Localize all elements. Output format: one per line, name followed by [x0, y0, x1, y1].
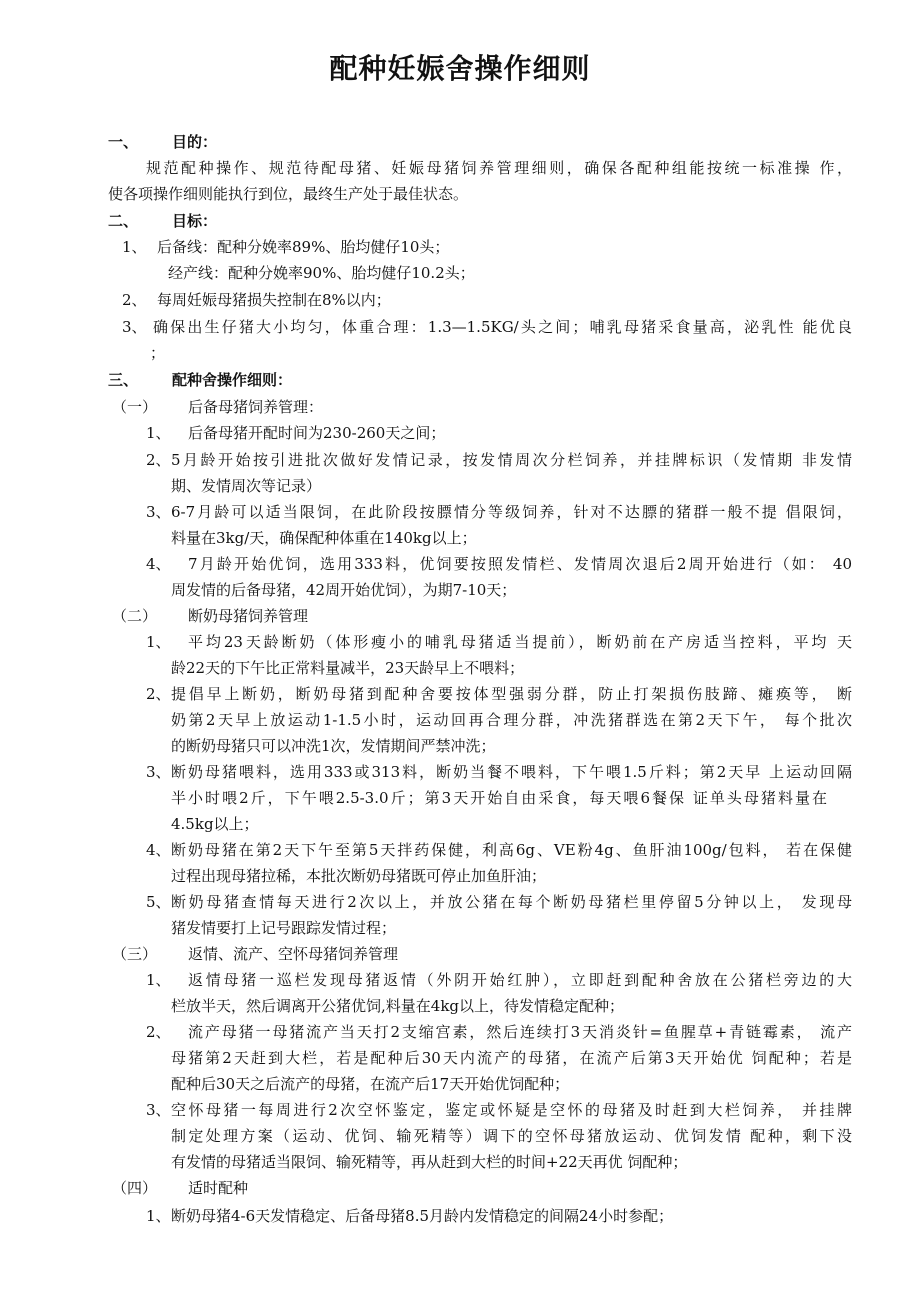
- list-item-text: 期、发情周次等记录）: [171, 477, 322, 495]
- list-item-text: 断奶母猪4-6天发情稳定、后备母猪8.5月龄内发情稳定的间隔24小时参配；: [171, 1207, 674, 1225]
- list-item-number: 2、: [146, 685, 171, 703]
- page-title: 配种妊娠舍操作细则: [329, 52, 591, 85]
- section-2-number: 二、: [108, 212, 139, 230]
- list-item-number: 1、: [146, 633, 171, 651]
- list-item-text: 后备母猪开配时间为230-260天之间；: [188, 424, 446, 442]
- list-item-text: 栏放半天，然后调离开公猪优饲,料量在4kg以上，待发情稳定配种；: [171, 997, 625, 1015]
- list-item-text: 龄22天的下午比正常料量减半，23天龄早上不喂料；: [171, 659, 525, 677]
- list-item-text: 母猪第2天赶到大栏，若是配种后30天内流产的母猪，在流产后第3天开始优 饲配种；若是: [171, 1049, 852, 1067]
- list-item-text: 断奶母猪在第2天下午至第5天拌药保健，利高6g、VE粉4g、鱼肝油100g/包料， 若在保健: [171, 841, 852, 859]
- subsection-heading: 后备母猪饲养管理：: [188, 398, 324, 416]
- goal-item-number: 1、: [122, 238, 147, 256]
- list-item-text: 空怀母猪一每周进行2次空怀鉴定，鉴定或怀疑是空怀的母猪及时赶到大栏饲养， 并挂牌: [171, 1101, 852, 1119]
- list-item-text: 平均23天龄断奶（体形瘦小的哺乳母猪适当提前），断奶前在产房适当控料，平均 天: [188, 633, 852, 651]
- list-item-number: 3、: [146, 1101, 171, 1119]
- goal-item-text: 每周妊娠母猪损失控制在8%以内；: [157, 291, 391, 309]
- section-1-heading: 目的：: [172, 133, 218, 151]
- list-item-text: 有发情的母猪适当限饲、输死精等，再从赶到大栏的时间+22天再优 饲配种；: [171, 1153, 688, 1171]
- goal-item-number: 3、: [122, 318, 147, 336]
- goal-item-text: 确保出生仔猪大小均匀，体重合理：1.3—1.5KG/头之间；哺乳母猪采食量高，泌乳性 能优良: [153, 318, 852, 336]
- list-item-text: 周发情的后备母猪，42周开始优饲），为期7-10天；: [171, 581, 517, 599]
- list-item-text: 6-7月龄可以适当限饲，在此阶段按膘情分等级饲养，针对不达膘的猪群一般不提 倡限饲，: [171, 503, 852, 521]
- goal-item-text: ；: [150, 344, 166, 362]
- list-item-text: 断奶母猪查情每天进行2次以上，并放公猪在每个断奶母猪栏里停留5分钟以上， 发现母: [171, 893, 852, 911]
- list-item-text: 5月龄开始按引进批次做好发情记录，按发情周次分栏饲养，并挂牌标识（发情期 非发情: [171, 451, 852, 469]
- list-item-number: 4、: [146, 555, 171, 573]
- subsection-heading: 断奶母猪饲养管理: [188, 607, 309, 625]
- list-item-number: 2、: [146, 1023, 171, 1041]
- section-1-line: 规范配种操作、规范待配母猪、妊娠母猪饲养管理细则，确保各配种组能按统一标准操 作，: [146, 159, 852, 177]
- list-item-text: 料量在3kg/天，确保配种体重在140kg以上；: [171, 529, 477, 547]
- list-item-number: 1、: [146, 1207, 171, 1225]
- list-item-text: 配种后30天之后流产的母猪，在流产后17天开始优饲配种；: [171, 1075, 570, 1093]
- subsection-number: （三）: [112, 945, 158, 963]
- subsection-heading: 返情、流产、空怀母猪饲养管理: [188, 945, 399, 963]
- section-1-number: 一、: [108, 133, 139, 151]
- goal-item-text: 后备线：配种分娩率89%、胎均健仔10头；: [157, 238, 450, 256]
- list-item-number: 3、: [146, 503, 171, 521]
- section-3-heading: 配种舍操作细则：: [172, 371, 293, 389]
- subsection-heading: 适时配种: [188, 1179, 249, 1197]
- goal-item-text: 经产线：配种分娩率90%、胎均健仔10.2头；: [168, 264, 475, 282]
- list-item-number: 3、: [146, 763, 171, 781]
- subsection-number: （一）: [112, 398, 158, 416]
- list-item-text: 断奶母猪喂料，选用333或313料，断奶当餐不喂料，下午喂1.5斤料；第2天早 上运动回隔: [171, 763, 852, 781]
- list-item-text: 7月龄开始优饲，选用333料，优饲要按照发情栏、发情周次退后2周开始进行（如： 40: [188, 555, 852, 573]
- list-item-number: 4、: [146, 841, 171, 859]
- list-item-text: 半小时喂2斤，下午喂2.5-3.0斤；第3天开始自由采食，每天喂6餐保 证单头母猪料量在: [171, 789, 827, 807]
- section-3-number: 三、: [108, 371, 139, 389]
- subsection-number: （二）: [112, 607, 158, 625]
- list-item-number: 2、: [146, 451, 171, 469]
- list-item-text: 奶第2天早上放运动1-1.5小时，运动回再合理分群，冲洗猪群选在第2天下午， 每个批次: [171, 711, 852, 729]
- goal-item-number: 2、: [122, 291, 147, 309]
- list-item-text: 4.5kg以上；: [171, 815, 259, 833]
- list-item-number: 5、: [146, 893, 171, 911]
- list-item-text: 过程出现母猪拉稀，本批次断奶母猪既可停止加鱼肝油；: [171, 867, 547, 885]
- list-item-number: 1、: [146, 971, 171, 989]
- list-item-text: 提倡早上断奶，断奶母猪到配种舍要按体型强弱分群，防止打架损伤肢蹄、瘫痪等， 断: [171, 685, 852, 703]
- list-item-text: 返情母猪一巡栏发现母猪返情（外阴开始红肿），立即赶到配种舍放在公猪栏旁边的大: [188, 971, 852, 989]
- list-item-text: 的断奶母猪只可以冲洗1次，发情期间严禁冲洗；: [171, 737, 496, 755]
- subsection-number: （四）: [112, 1179, 158, 1197]
- list-item-text: 制定处理方案（运动、优饲、输死精等）调下的空怀母猪放运动、优饲发情 配种，剩下没: [171, 1127, 852, 1145]
- section-1-line: 使各项操作细则能执行到位，最终生产处于最佳状态。: [108, 185, 469, 203]
- list-item-text: 流产母猪一母猪流产当天打2支缩宫素，然后连续打3天消炎针=鱼腥草+青链霉素， 流产: [188, 1023, 852, 1041]
- section-2-heading: 目标：: [172, 212, 218, 230]
- list-item-text: 猪发情要打上记号跟踪发情过程；: [171, 919, 397, 937]
- list-item-number: 1、: [146, 424, 171, 442]
